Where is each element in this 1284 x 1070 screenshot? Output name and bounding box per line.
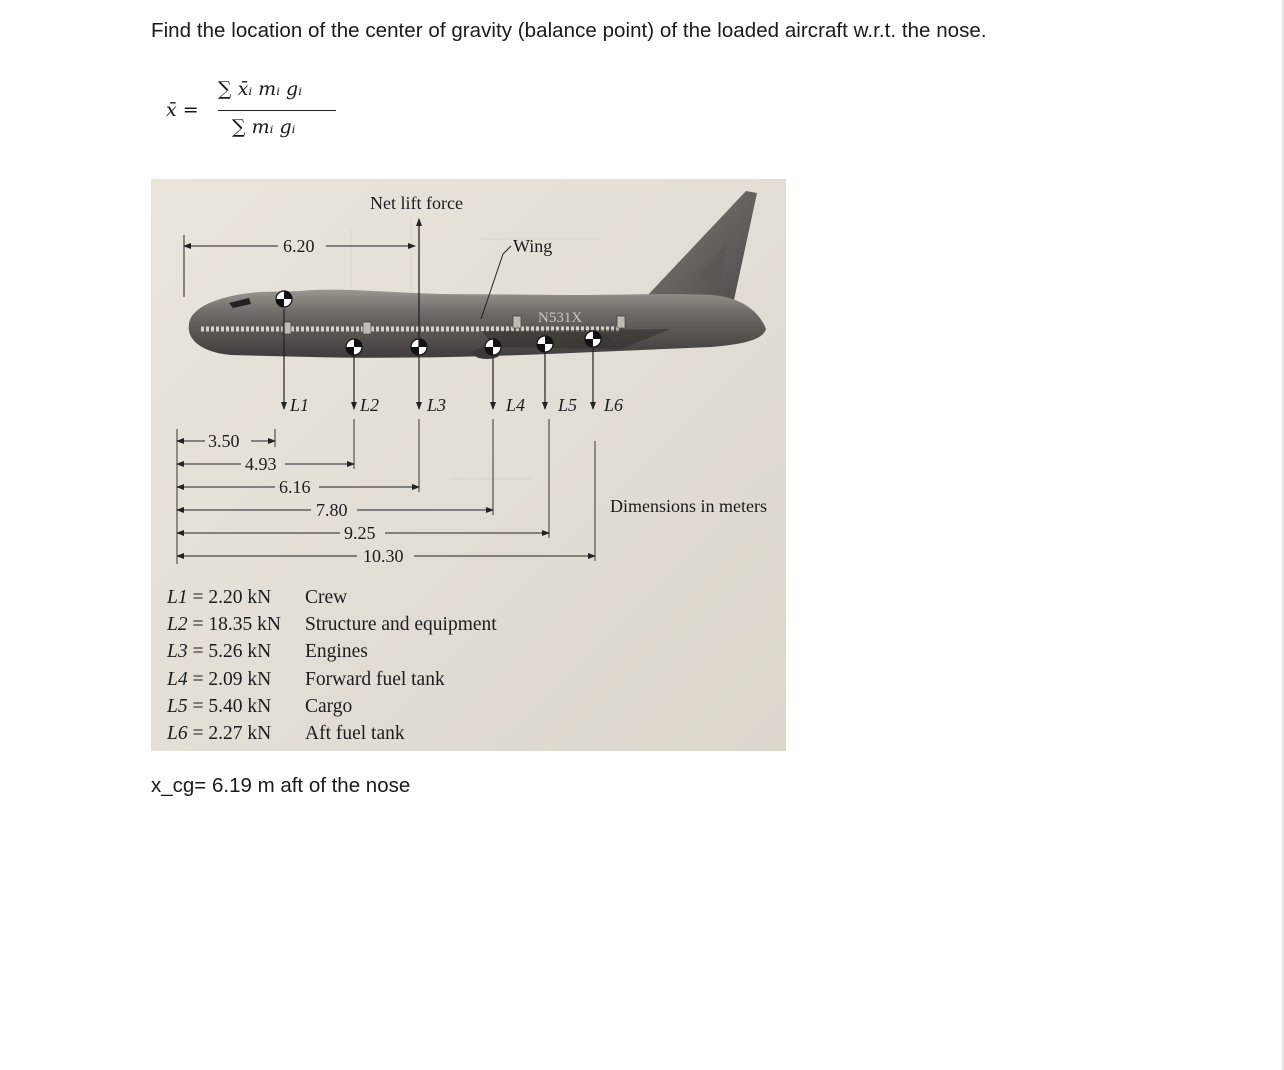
distance-l6: 10.30: [363, 546, 404, 566]
load-row: [167, 720, 497, 747]
question-text: Find the location of the center of gravity (balance point) of the loaded aircraft w.r.t. the nose.: [151, 19, 987, 42]
distance-l2: 4.93: [245, 454, 277, 474]
dimensions-note: Dimensions in meters: [610, 496, 767, 516]
load-value: = 2.09 kN: [192, 668, 272, 690]
wing-label: Wing: [513, 236, 553, 256]
load-row: [167, 693, 497, 720]
net-lift-label: Net lift force: [370, 193, 463, 213]
load-label-l5: L5: [558, 395, 578, 415]
aircraft-figure: [151, 179, 786, 751]
tail-number: N531X: [538, 310, 583, 326]
formula-lhs: x̄ =: [166, 99, 199, 121]
load-description: Engines: [305, 641, 368, 663]
load-symbol: L5: [167, 695, 188, 717]
load-label-l6: L6: [604, 395, 624, 415]
formula-fraction-bar: [218, 110, 336, 111]
load-label-l3: L3: [427, 395, 447, 415]
cg-formula: [166, 78, 356, 148]
load-label-l4: L4: [506, 395, 526, 415]
load-symbol: L1: [167, 587, 188, 608]
distance-l4: 7.80: [316, 500, 348, 520]
load-description: Aft fuel tank: [305, 722, 405, 744]
distance-l3: 6.16: [279, 477, 311, 497]
load-value: = 5.40 kN: [192, 695, 272, 717]
load-list: [167, 584, 497, 747]
load-row: [167, 666, 497, 693]
load-row: [167, 611, 497, 638]
load-value: = 18.35 kN: [192, 614, 281, 636]
load-symbol: L3: [167, 641, 188, 663]
load-label-l1: L1: [290, 395, 310, 415]
load-row: [167, 584, 497, 611]
load-symbol: L4: [167, 668, 188, 690]
distance-l5: 9.25: [344, 523, 376, 543]
load-description: Cargo: [305, 695, 353, 717]
dimension-lines: [177, 441, 595, 556]
aircraft-fuselage: [189, 290, 766, 358]
formula-denominator: ∑ mᵢ gᵢ: [232, 116, 296, 138]
load-description: Crew: [305, 587, 348, 608]
dimension-extensions: [177, 419, 595, 564]
distance-l1: 3.50: [208, 431, 240, 451]
load-value: = 2.20 kN: [192, 587, 272, 608]
lift-distance: 6.20: [283, 236, 315, 256]
formula-numerator: ∑ x̄ᵢ mᵢ gᵢ: [218, 78, 303, 100]
load-description: Forward fuel tank: [305, 668, 445, 690]
load-label-l2: L2: [360, 395, 380, 415]
answer-text: x_cg= 6.19 m aft of the nose: [151, 774, 411, 797]
load-value: = 2.27 kN: [192, 722, 272, 744]
load-value: = 5.26 kN: [192, 641, 272, 663]
load-symbol: L2: [167, 614, 188, 636]
load-row: [167, 638, 497, 665]
load-symbol: L6: [167, 722, 188, 744]
load-description: Structure and equipment: [305, 614, 497, 636]
